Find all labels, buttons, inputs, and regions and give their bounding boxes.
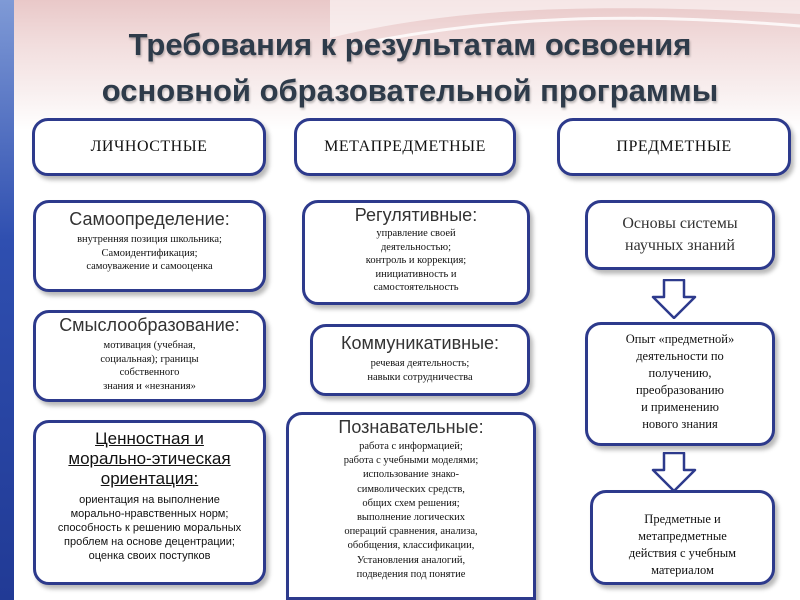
actions-text: Предметные и метапредметные действия с учебным материалом xyxy=(628,512,737,577)
header-subject-label: ПРЕДМЕТНЫЕ xyxy=(616,138,732,155)
arrow-down-icon-2 xyxy=(651,452,697,492)
arrow-down-icon xyxy=(651,279,697,319)
cognitive-title: Познавательные: xyxy=(338,417,484,437)
header-subject xyxy=(557,118,791,176)
header-metasubject-label: МЕТАПРЕДМЕТНЫЕ xyxy=(324,138,486,155)
box-communicative xyxy=(310,324,530,396)
regulatory-title: Регулятивные: xyxy=(354,205,478,225)
value-orientation-text: ориентация на выполнение морально-нравственных норм; способность к решению моральных проблем на основе децентрации; оценка своих поступков xyxy=(57,494,242,562)
header-metasubject xyxy=(294,118,516,176)
meaning-making-text: мотивация (учебная, социальная); границы собственного знания и «незнания» xyxy=(100,340,199,392)
box-experience xyxy=(585,322,775,446)
page-title xyxy=(30,22,790,114)
header-personal-label: ЛИЧНОСТНЫЕ xyxy=(90,138,208,155)
box-actions xyxy=(590,490,775,585)
foundations-text: Основы системы научных знаний xyxy=(622,215,738,254)
communicative-title: Коммуникативные: xyxy=(340,333,500,353)
communicative-text: речевая деятельность; навыки сотрудничества xyxy=(367,358,473,383)
box-foundations xyxy=(585,200,775,270)
header-personal xyxy=(32,118,266,176)
box-meaning-making xyxy=(33,310,266,402)
experience-text: Опыт «предметной» деятельности по получению, преобразованию и применению нового знания xyxy=(625,332,735,431)
self-determination-title: Самоопределение: xyxy=(69,209,230,229)
title-line-2: основной образовательной программы xyxy=(101,73,719,108)
box-regulatory xyxy=(302,200,530,305)
self-determination-text: внутренняя позиция школьника; Самоидентификация; самоуважение и самооценка xyxy=(77,234,222,272)
value-orientation-title: Ценностная и морально-этическая ориентация: xyxy=(68,429,231,488)
box-self-determination xyxy=(33,200,266,292)
cognitive-text: работа с информацией; работа с учебными моделями; использование знако- символических средств, общих схем решения; выполнение логических операций сравнения, анализа, обобщения, классификации, Установления аналогий, подведения под понятие xyxy=(343,441,479,580)
title-line-1: Требования к результатам освоения xyxy=(128,27,692,62)
box-value-orientation xyxy=(33,420,266,585)
left-accent-bar xyxy=(0,0,14,600)
meaning-making-title: Смыслообразование: xyxy=(59,315,240,335)
regulatory-text: управление своей деятельностью; контроль и коррекция; инициативность и самостоятельность xyxy=(365,228,467,293)
box-cognitive xyxy=(286,412,536,600)
